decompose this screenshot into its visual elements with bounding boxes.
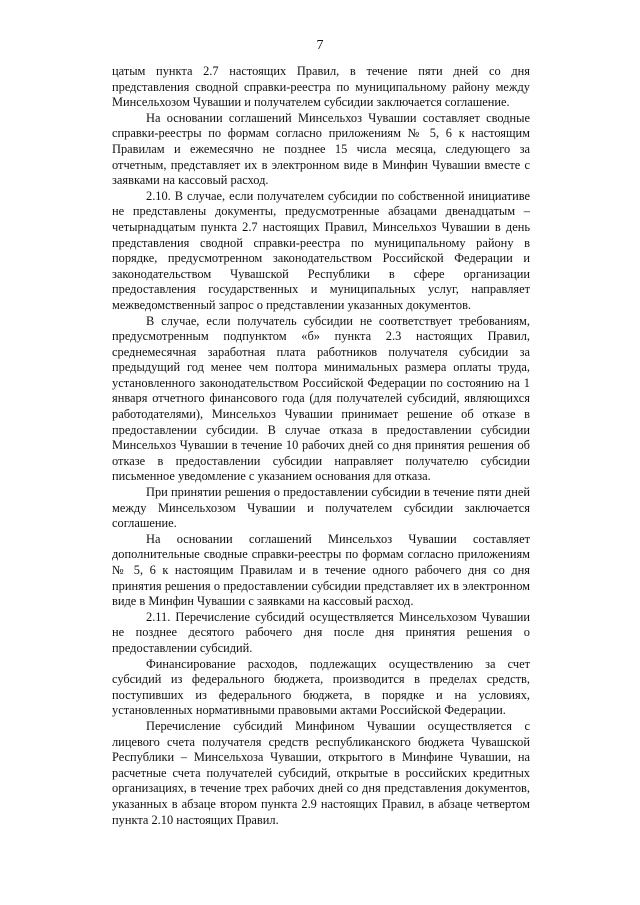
paragraph-continuation: цатым пункта 2.7 настоящих Правил, в течение пяти дней со дня представления сводной справки-реестра по муниципальному району между Минсельхозом Чувашии и получателем субсидии заключается соглашение. xyxy=(112,64,530,110)
paragraph: Финансирование расходов, подлежащих осуществлению за счет субсидий из федерального бюджета, производится в пределах средств, поступивших из федерального бюджета, в порядке и на условиях, установленных нормативными правовыми актами Российской Федерации. xyxy=(112,656,530,718)
page-number: 7 xyxy=(316,38,324,53)
paragraph: В случае, если получатель субсидии не соответствует требованиям, предусмотренным подпунктом «б» пункта 2.3 настоящих Правил, среднемесячная заработная плата работников получателя субсидии за предыдущий год менее чем полтора минимальных размера оплаты труда, установленного законодательством Российской Федерации по состоянию на 1 января отчетного финансового года (для получателей субсидий, являющихся работодателями), Минсельхоз Чувашии принимает решение об отказе в предоставлении субсидии. В случае отказа в предоставлении субсидии Минсельхоз Чувашии в течение 10 рабочих дней со дня принятия решения об отказе в предоставлении субсидии направляет получателю субсидии письменное уведомление с указанием основания для отказа. xyxy=(112,313,530,484)
paragraph: Перечисление субсидий Минфином Чувашии осуществляется с лицевого счета получателя средств республиканского бюджета Чувашской Республики – Минсельхоза Чувашии, открытого в Минфине Чувашии, на расчетные счета получателей субсидий, открытые в российских кредитных организациях, в течение трех рабочих дней со дня представления документов, указанных в абзаце втором пункта 2.9 настоящих Правил, в абзаце четвертом пункта 2.10 настоящих Правил. xyxy=(112,718,530,827)
paragraph: При принятии решения о предоставлении субсидии в течение пяти дней между Минсельхозом Чувашии и получателем субсидии заключается соглашение. xyxy=(112,485,530,531)
paragraph: На основании соглашений Минсельхоз Чувашии составляет дополнительные сводные справки-реестры по формам согласно приложениям № 5, 6 к настоящим Правилам и в течение одного рабочего дня со дня принятия решения о предоставлении субсидии представляет их в электронном виде в Минфин Чувашии с заявками на кассовый расход. xyxy=(112,531,530,609)
paragraph-clause-2-10: 2.10. В случае, если получателем субсидии по собственной инициативе не представлены документы, предусмотренные абзацами двенадцатым – четырнадцатым пункта 2.7 настоящих Правил, Минсельхоз Чувашии в день представления сводной справки-реестра по муниципальному району в порядке, предусмотренном законодательством Российской Федерации и законодательством Чувашской Республики в сфере организации предоставления государственных и муниципальных услуг, направляет межведомственный запрос о представлении указанных документов. xyxy=(112,188,530,312)
paragraph-clause-2-11: 2.11. Перечисление субсидий осуществляется Минсельхозом Чувашии не позднее десятого рабочего дня после дня принятия решения о предоставлении субсидий. xyxy=(112,609,530,655)
document-body xyxy=(112,64,530,828)
paragraph: На основании соглашений Минсельхоз Чувашии составляет сводные справки-реестры по формам согласно приложениям № 5, 6 к настоящим Правилам и ежемесячно не позднее 15 числа месяца, следующего за отчетным, представляет их в электронном виде в Минфин Чувашии вместе с заявками на кассовый расход. xyxy=(112,110,530,188)
